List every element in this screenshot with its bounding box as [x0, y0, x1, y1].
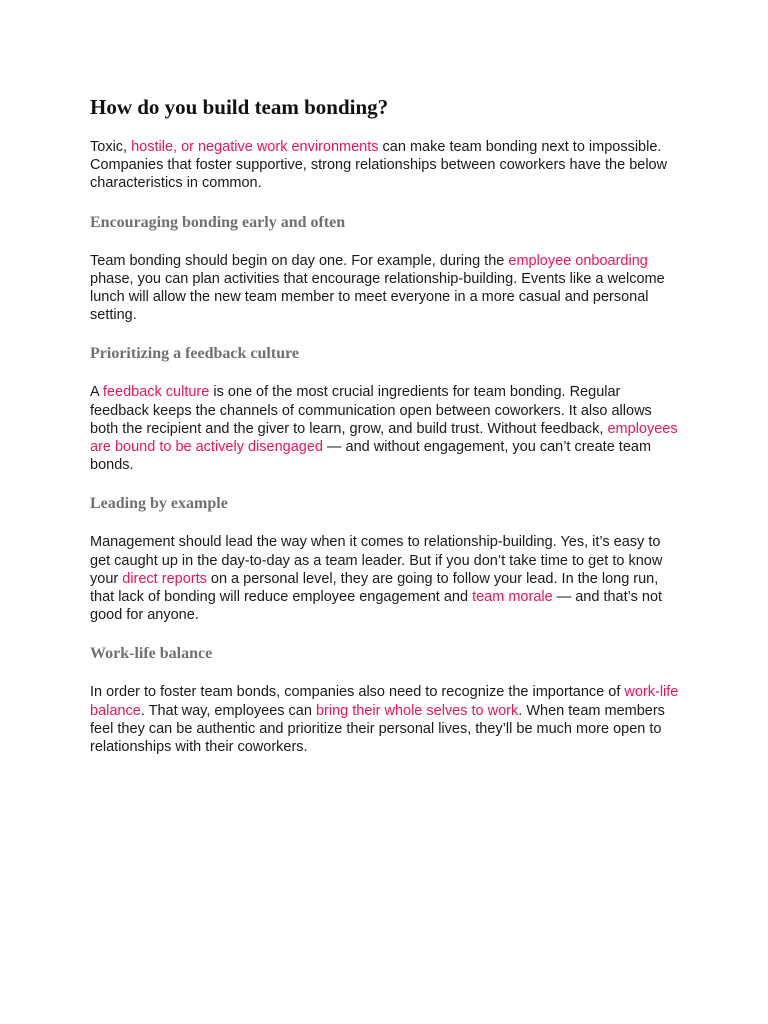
section-paragraph-bonding-early: [90, 252, 680, 325]
section-heading-leading-by-example: Leading by example: [90, 495, 228, 513]
section-paragraph-feedback-culture: [90, 383, 680, 474]
link-whole-selves-to-work[interactable]: bring their whole selves to work: [315, 702, 519, 719]
page-title: How do you build team bonding?: [90, 95, 389, 119]
intro-text-1: Toxic,: [90, 139, 132, 155]
section-paragraph-work-life-balance: [90, 683, 680, 756]
paragraph-text: Management should lead the way when it comes to relationship-building. Yes, it’s easy to get caught up in the day-to-day as a team leader. But if you don’t take time to get to know your: [90, 534, 663, 587]
paragraph-text: In order to foster team bonds, companies also need to recognize the importance of: [90, 684, 625, 701]
link-actively-disengaged[interactable]: employees are bound to be actively disengaged: [90, 420, 678, 456]
document-page: [90, 92, 680, 776]
paragraph-text: Team bonding should begin on day one. For example, during the: [90, 252, 509, 269]
paragraph-text: on a personal level, they are going to follow your lead. In the long run, that lack of bonding will reduce employee engagement and: [90, 570, 659, 606]
link-feedback-culture[interactable]: feedback culture: [102, 384, 210, 401]
paragraph-text: . That way, employees can: [140, 702, 316, 719]
paragraph-text: is one of the most crucial ingredients for team bonding. Regular feedback keeps the channels of communication open between coworkers. It also allows both the recipient and the giver to learn, grow, and build trust. Without feedback,: [90, 384, 652, 437]
section-heading-work-life-balance: Work-life balance: [90, 645, 213, 663]
paragraph-text: — and that’s not good for anyone.: [90, 589, 663, 624]
link-work-life-balance[interactable]: work-life balance: [90, 684, 679, 719]
section-heading-feedback-culture: Prioritizing a feedback culture: [90, 345, 299, 363]
paragraph-text: . When team members feel they can be authentic and prioritize their personal lives, they’ll be much more open to relationships with their coworkers.: [90, 702, 665, 756]
link-hostile-environments[interactable]: hostile, or negative work environments: [131, 139, 379, 155]
paragraph-text: A: [90, 384, 103, 401]
paragraph-text: phase, you can plan activities that encourage relationship-building. Events like a welcome lunch will allow the new team member to meet everyone in a more casual and personal setting.: [90, 270, 665, 324]
intro-text-2: can make team bonding next to impossible. Companies that foster supportive, strong relationships between coworkers have the below characteristics in common.: [90, 139, 668, 192]
link-team-morale[interactable]: team morale: [472, 589, 553, 606]
section-paragraph-leading-by-example: [90, 533, 680, 624]
paragraph-text: — and without engagement, you can’t create team bonds.: [90, 439, 652, 474]
intro-paragraph: [90, 138, 680, 193]
link-employee-onboarding[interactable]: employee onboarding: [508, 252, 648, 269]
link-direct-reports[interactable]: direct reports: [122, 570, 207, 587]
section-heading-bonding-early: Encouraging bonding early and often: [90, 213, 346, 231]
